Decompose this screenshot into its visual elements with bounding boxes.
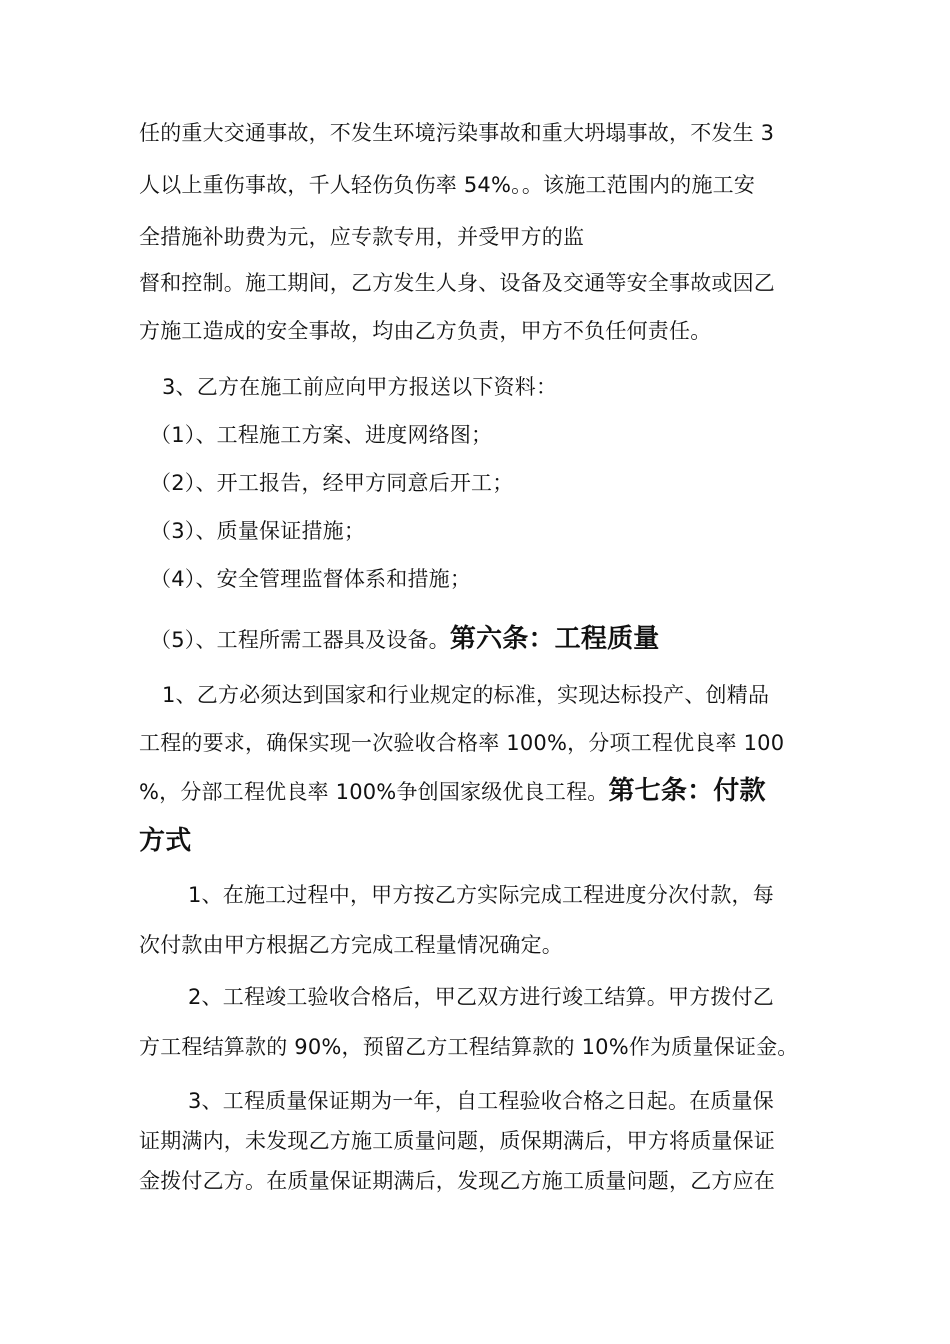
paragraph-text: %，分部工程优良率 100%争创国家级优良工程。 [139, 780, 609, 804]
clause-line: 3、乙方在施工前应向甲方报送以下资料： [162, 375, 558, 399]
list-item-text: （5）、工程所需工器具及设备。 [150, 628, 450, 652]
paragraph-line: 督和控制。施工期间，乙方发生人身、设备及交通等安全事故或因乙 [139, 271, 775, 295]
clause-line: 2、工程竣工验收合格后，甲乙双方进行竣工结算。甲方拨付乙 [188, 985, 774, 1009]
paragraph-line: 工程的要求，确保实现一次验收合格率 100%，分项工程优良率 100 [139, 731, 785, 755]
article-heading: 第七条：付款 [608, 776, 766, 806]
paragraph-line: 任的重大交通事故，不发生环境污染事故和重大坍塌事故，不发生 3 [139, 121, 775, 145]
clause-line: 3、工程质量保证期为一年，自工程验收合格之日起。在质量保 [188, 1089, 774, 1113]
list-item-with-heading [150, 624, 659, 655]
list-item: （3）、质量保证措施； [150, 519, 366, 543]
article-heading-continued: 方式 [139, 826, 192, 856]
list-item: （1）、工程施工方案、进度网络图； [150, 423, 493, 447]
paragraph-line-with-heading [139, 776, 766, 807]
paragraph-line: 金拨付乙方。在质量保证期满后，发现乙方施工质量问题，乙方应在 [139, 1169, 775, 1193]
paragraph-line: 方施工造成的安全事故，均由乙方负责，甲方不负任何责任。 [139, 319, 712, 343]
paragraph-line: 次付款由甲方根据乙方完成工程量情况确定。 [139, 933, 563, 957]
paragraph-line: 人以上重伤事故，千人轻伤负伤率 54%。。该施工范围内的施工安 [139, 173, 756, 197]
clause-line: 1、在施工过程中，甲方按乙方实际完成工程进度分次付款，每 [188, 883, 774, 907]
paragraph-line: 方工程结算款的 90%，预留乙方工程结算款的 10%作为质量保证金。 [139, 1035, 799, 1059]
paragraph-line: 证期满内，未发现乙方施工质量问题，质保期满后，甲方将质量保证 [139, 1129, 775, 1153]
list-item: （2）、开工报告，经甲方同意后开工； [150, 471, 514, 495]
paragraph-line: 全措施补助费为元，应专款专用，并受甲方的监 [139, 225, 585, 249]
article-heading: 第六条：工程质量 [449, 624, 660, 654]
list-item: （4）、安全管理监督体系和措施； [150, 567, 472, 591]
clause-line: 1、乙方必须达到国家和行业规定的标准，实现达标投产、创精品 [162, 683, 770, 707]
